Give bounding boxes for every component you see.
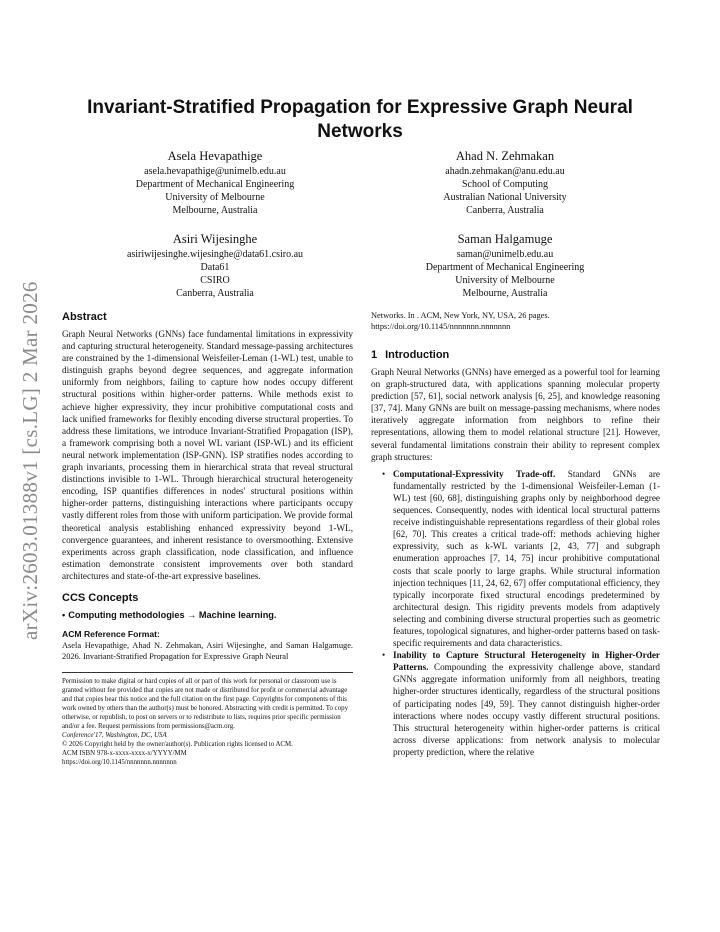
bullet-text: Compounding the expressivity challenge above, standard GNNs aggregate information uniformly from all neighbors, treating higher-order structures identically, regardless of the structural positions of participating nodes [49, 59]. They cannot distinguish higher-order interactions where nodes occupy vastly different structural positions. This structural heterogeneity within higher-order patterns is critical across diverse applications: from network analysis to molecular property prediction, where the relative bbox=[393, 662, 660, 757]
isbn-line: ACM ISBN 978-x-xxxx-xxxx-x/YYYY/MM bbox=[62, 750, 187, 758]
abstract-heading: Abstract bbox=[62, 311, 107, 323]
copyright-line: © 2026 Copyright held by the owner/author(s). Publication rights licensed to ACM. bbox=[62, 741, 293, 749]
acm-ref-continuation: Networks. In . ACM, New York, NY, USA, 26 pages. https://doi.org/10.1145/nnnnnnn.nnnnnnn bbox=[371, 311, 550, 331]
author-affiliation: Melbourne, Australia bbox=[172, 205, 258, 216]
author-affiliation: Canberra, Australia bbox=[176, 288, 254, 299]
paper-title: Invariant-Stratified Propagation for Expressive Graph Neural Networks bbox=[87, 97, 633, 142]
author-affiliation: University of Melbourne bbox=[165, 192, 265, 203]
doi-line: https://doi.org/10.1145/nnnnnnn.nnnnnnn bbox=[62, 759, 177, 767]
section-number: 1 bbox=[371, 349, 378, 361]
arxiv-stamp: arXiv:2603.01388v1 [cs.LG] 2 Mar 2026 bbox=[18, 281, 42, 640]
ccs-concept: Computing methodologies → Machine learning. bbox=[68, 609, 277, 620]
ccs-item bbox=[62, 609, 353, 621]
bullet-title: Computational-Expressivity Trade-off. bbox=[393, 468, 556, 479]
author-block bbox=[65, 148, 365, 217]
bullet-icon: • bbox=[382, 468, 386, 479]
author-name: Saman Halgamuge bbox=[457, 232, 553, 246]
bullet-text: Standard GNNs are fundamentally restricted by the 1-dimensional Weisfeiler-Leman (1-WL) test [60, 68], distinguishing graphs only by neighborhood degree sequences. Consequently, nodes with identical local structural patterns receive indistinguishable representations regardless of their global roles [62, 70]. This creates a critical trade-off: methods achieving higher expressivity, such as k-WL variants [2, 43, 77] and subgraph enumeration approaches [7, 14, 75] incur prohibitive computational costs that scale poorly to large graphs. While structural information injection techniques [11, 24, 62, 67] offer computational efficiency, they typically incorporate fixed structural encodings predetermined by architectural design. This rigidity prevents models from adaptively selecting and combining diverse structural properties such as geometric features, topological signatures, and higher-order patterns based on task-specific requirements and data characteristics. bbox=[393, 468, 661, 649]
acm-ref-heading: ACM Reference Format: bbox=[62, 629, 160, 640]
intro-bullets bbox=[371, 468, 660, 758]
author-block bbox=[65, 231, 365, 300]
author-affiliation: Data61 bbox=[200, 262, 230, 273]
author-affiliation: University of Melbourne bbox=[455, 275, 555, 286]
list-item bbox=[382, 649, 660, 758]
ccs-heading: CCS Concepts bbox=[62, 591, 139, 604]
author-affiliation: Australian National University bbox=[443, 192, 567, 203]
author-name: Ahad N. Zehmakan bbox=[455, 149, 555, 163]
author-affiliation: School of Computing bbox=[461, 179, 549, 190]
right-column bbox=[371, 310, 660, 758]
author-block bbox=[355, 148, 655, 217]
bullet-title: Inability to Capture Structural Heterogeneity in Higher-Order Patterns. bbox=[393, 650, 660, 673]
author-affiliation: Melbourne, Australia bbox=[462, 288, 548, 299]
author-email: asela.hevapathige@unimelb.edu.au bbox=[144, 166, 286, 177]
acm-ref-text: Asela Hevapathige, Ahad N. Zehmakan, Asiri Wijesinghe, and Saman Halgamuge. 2026. Invariant-Stratified Propagation for Expressive Graph Neural bbox=[62, 641, 353, 662]
author-email: saman@unimelb.edu.au bbox=[456, 249, 554, 260]
left-column bbox=[62, 310, 353, 767]
author-email: asiriwijesinghe.wijesinghe@data61.csiro.au bbox=[126, 249, 304, 260]
section-title: Introduction bbox=[385, 349, 450, 361]
author-email: ahadn.zehmakan@anu.edu.au bbox=[445, 166, 565, 177]
abstract-text: Graph Neural Networks (GNNs) face fundamental limitations in expressivity and capturing structural heterogeneity. Standard message-passing architectures are constrained by the 1-dimensional Weisfeiler-Leman (1-WL) test, unable to distinguish graphs beyond degree sequences, and aggregate information uniformly from neighbors, failing to capture how nodes occupy different structural positions within higher-order patterns. While methods exist to achieve higher expressivity, they incur prohibitive computational costs and lack unified frameworks for flexibly encoding diverse structural properties. To address these limitations, we introduce Invariant-Stratified Propagation (ISP), a framework comprising both a novel WL variant (ISP-WL) and its efficient neural network implementation (ISP-GNN). ISP stratifies nodes according to graph invariants, processing them in hierarchical strata that reveal structural distinctions invisible to 1-WL. Through hierarchical structural heterogeneity encoding, ISP quantifies differences in nodes' structural positions within higher-order patterns, distinguishing interactions where participants occupy vastly different roles from those with uniform participation. We provide formal theoretical analysis establishing enhanced expressivity beyond 1-WL, convergence guarantees, and inherent resistance to oversmoothing. Extensive experiments across graph classification, node classification, and influence estimation demonstrate consistent improvements over both standard architectures and state-of-the-art expressive baselines. bbox=[62, 329, 353, 581]
author-name: Asela Hevapathige bbox=[167, 149, 263, 163]
bullet-icon: • bbox=[382, 650, 386, 661]
author-affiliation: Canberra, Australia bbox=[466, 205, 544, 216]
bullet-icon: • bbox=[62, 609, 66, 620]
permission-block bbox=[62, 672, 353, 767]
author-block bbox=[355, 231, 655, 300]
conference-line: Conference'17, Washington, DC, USA bbox=[62, 732, 167, 740]
intro-heading bbox=[371, 348, 660, 363]
list-item bbox=[382, 468, 661, 649]
permission-text: Permission to make digital or hard copies of all or part of this work for personal or classroom use is granted without fee provided that copies are not made or distributed for profit or commercial advantage and that copies bear this notice and the full citation on the first page. Copyrights for components of this work owned by others than the author(s) must be honored. Abstracting with credit is permitted. To copy otherwise, or republish, to post on servers or to redistribute to lists, requires prior specific permission and/or a fee. Request permissions from permissions@acm.org. bbox=[62, 678, 349, 731]
author-name: Asiri Wijesinghe bbox=[172, 232, 258, 246]
intro-text: Graph Neural Networks (GNNs) have emerged as a powerful tool for learning on graph-structured data, with applications spanning molecular property prediction [57, 61], social network analysis [6, 25], and knowledge reasoning [37, 74]. Many GNNs are built on message-passing mechanisms, where nodes iteratively aggregate information from neighbors to refine their representations, allowing them to model relational structure [21]. However, several fundamental limitations constrain their ability to represent complex graph structures: bbox=[371, 367, 660, 462]
author-affiliation: Department of Mechanical Engineering bbox=[135, 179, 295, 190]
author-affiliation: Department of Mechanical Engineering bbox=[425, 262, 585, 273]
author-affiliation: CSIRO bbox=[200, 275, 230, 286]
